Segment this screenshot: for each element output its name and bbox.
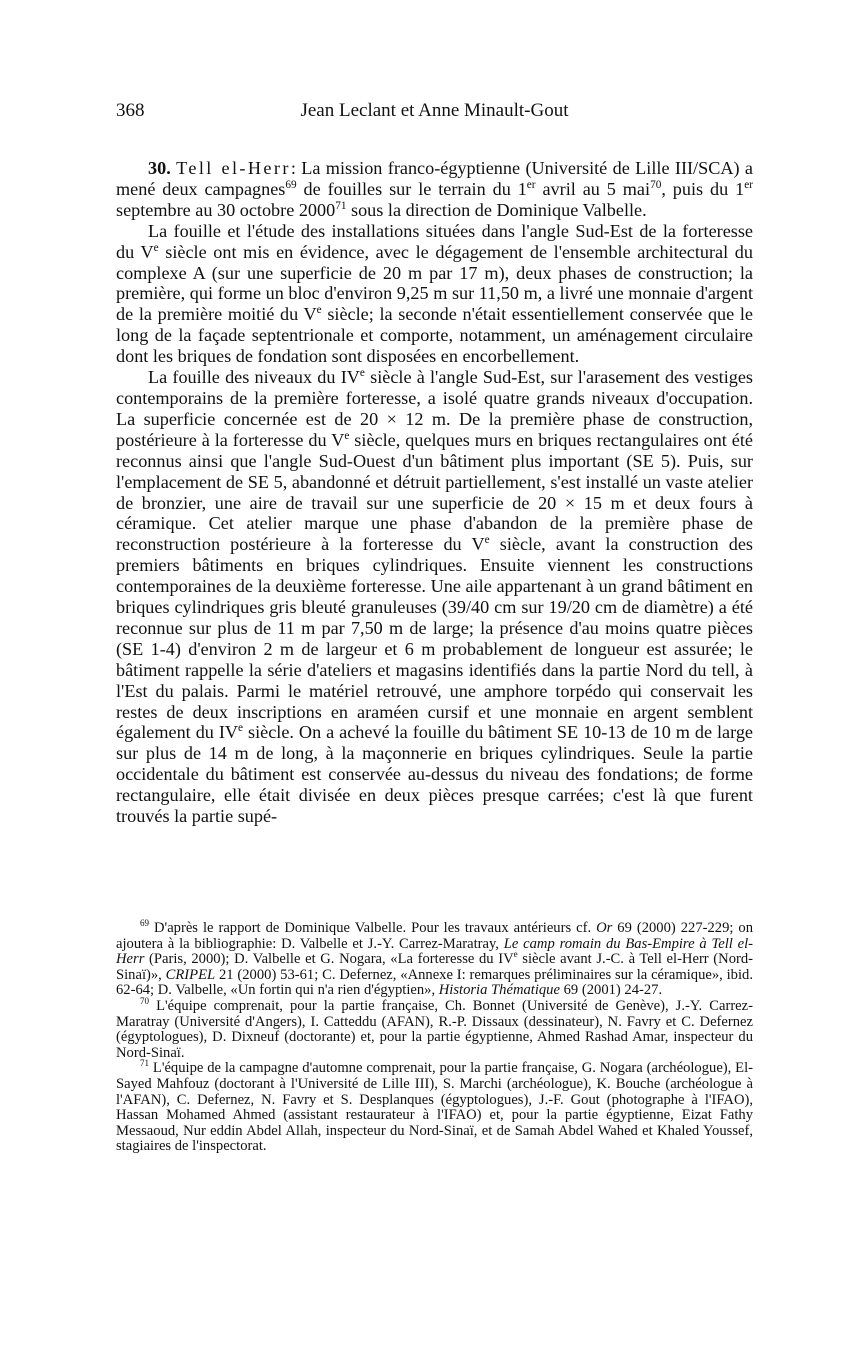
paragraph-2	[116, 221, 753, 367]
superscript: er	[526, 178, 536, 191]
superscript: er	[744, 178, 753, 191]
journal-title: CRIPEL	[165, 966, 216, 983]
text-run: siècle ont mis en évidence, avec le dégagement de l'ensemble architectural du complexe A (sur une superficie de 20 m par 17 m), deux phases de construction; la première, qui forme un bloc d'environ 9,25 m sur 11,50 m, a livré une monnaie d'argent de la première moitié du V	[116, 241, 753, 325]
text-run: 69 (2001) 24-27.	[559, 982, 663, 999]
text-run: 69 (2000) 227-229; on ajoutera à la bibliographie: D. Valbelle et J.-Y. Carrez-Maratray,	[116, 920, 753, 952]
superscript: e	[238, 722, 244, 735]
footnotes	[116, 918, 754, 1155]
section-number: 30.	[148, 158, 171, 178]
text-run: La fouille et l'étude des installations situées dans l'angle Sud-Est de la forteresse du V	[116, 220, 753, 262]
text-run: de fouilles sur le terrain du 1	[296, 178, 527, 199]
main-text	[116, 158, 753, 827]
footnote-number: 69	[140, 918, 150, 929]
text-run: siècle; la seconde n'était essentiellement conservée que le long de la façade septentrionale et comporte, notamment, un aménagement circulaire dont les briques de fondation sont disposées en encorbellement.	[116, 304, 753, 367]
paragraph-3	[116, 367, 753, 827]
footnote-ref-69[interactable]: 69	[285, 178, 297, 191]
text-run: siècle avant J.-C. à Tell el-Herr (Nord-Sinaï)»,	[116, 951, 754, 983]
text-run: L'équipe comprenait, pour la partie française, Ch. Bonnet (Université de Genève), J.-Y. Carrez-Maratray (Université d'Angers), I. Catteddu (AFAN), R.-P. Dissaux (dessinateur), N. Favry et C. Defernez (égyptologues), D. Dixneuf (doctorante) et, pour la partie égyptienne, Ahmed Rashad Amar, inspecteur du Nord-Sinaï.	[116, 997, 753, 1061]
site-name: Tell el-Herr	[176, 158, 291, 178]
text-run: siècle, avant la construction des premiers bâtiments en briques cylindriques. Ensuite viennent les constructions contemporaines de la deuxième forteresse. Une aile appartenant à un grand bâtiment en briques cylindriques gris bleuté granuleuses (39/40 cm sur 19/20 cm de diamètre) a été reconnue sur plus de 11 m par 7,50 m de large; la présence d'au moins quatre pièces (SE 1-4) d'environ 2 m de largeur et 6 m probablement de longueur est assurée; le bâtiment rappelle la série d'ateliers et magasins identifiés dans la partie Nord du tell, à l'Est du palais. Parmi le matériel retrouvé, une amphore torpédo qui conservait les restes de deux inscriptions en araméen cursif et une monnaie en argent semblent également du IV	[116, 534, 753, 743]
text-run: 21 (2000) 53-61; C. Defernez, «Annexe I: remarques préliminaires sur la céramique», ibid. 62-64; D. Valbelle, «Un fortin qui n'a rien d'égyptien»,	[116, 966, 753, 999]
superscript: e	[513, 949, 518, 960]
footnote-number: 71	[140, 1058, 150, 1069]
page-number: 368	[116, 100, 145, 121]
footnote-69	[116, 918, 754, 999]
page-header	[116, 100, 753, 130]
text-run: , puis du 1	[661, 178, 745, 199]
superscript: e	[153, 241, 159, 254]
text-run: siècle. On a achevé la fouille du bâtiment SE 10-13 de 10 m de large sur plus de 14 m de long, à la maçonnerie en briques cylindriques. Seule la partie occidentale du bâtiment est conservée au-dessus du niveau des fondations; de forme rectangulaire, elle était divisée en deux pièces presque carrées; c'est là que furent trouvés la partie supé-	[116, 722, 754, 827]
superscript: e	[316, 304, 322, 317]
running-head: Jean Leclant et Anne Minault-Gout	[300, 100, 569, 121]
footnote-ref-71[interactable]: 71	[335, 199, 347, 212]
superscript: e	[359, 367, 365, 379]
book-title: Le camp romain du Bas-Empire à Tell el-Herr	[116, 935, 753, 968]
text-run: sous la direction de Dominique Valbelle.	[346, 199, 647, 220]
text-run: septembre au 30 octobre 2000	[116, 199, 336, 220]
footnote-ref-70[interactable]: 70	[650, 178, 662, 191]
text-run: La fouille des niveaux du IV	[148, 367, 360, 388]
footnote-71	[116, 1058, 753, 1155]
text-run: D'après le rapport de Dominique Valbelle. Pour les travaux antérieurs cf.	[149, 920, 597, 936]
paragraph-1	[116, 158, 753, 221]
text-run: siècle, quelques murs en briques rectangulaires ont été reconnus ainsi que l'angle Sud-Ouest d'un bâtiment plus important (SE 5). Puis, sur l'emplacement de SE 5, abandonné et détruit partiellement, s'est installé un vaste atelier de bronzier, une aire de travail sur une superficie de 20 × 15 m et deux fours à céramique. Cet atelier marque une phase d'abandon de la première phase de reconstruction postérieure à la forteresse du V	[116, 429, 753, 555]
text-run: avril au 5 mai	[535, 178, 651, 199]
footnote-70	[116, 996, 753, 1061]
text-run: (Paris, 2000); D. Valbelle et G. Nogara, «La forteresse du IV	[144, 951, 514, 968]
footnote-number: 70	[140, 996, 150, 1007]
superscript: e	[484, 534, 490, 547]
text-run: L'équipe de la campagne d'automne comprenait, pour la partie française, G. Nogara (archéologue), El-Sayed Mahfouz (doctorant à l'Université de Lille III), S. Marchi (archéologue), K. Bouche (archéologue à l'AFAN), C. Defernez, N. Favry et S. Desplanques (égyptologues), J.-F. Gout (photographe à l'IFAO), Hassan Mohamed Ahmed (assistant restaurateur à l'IFAO) et, pour la partie égyptienne, Eizat Fathy Messaoud, Nur eddin Abdel Allah, inspecteur du Nord-Sinaï, et de Samah Abdel Wahed et Khaled Youssef, stagiaires de l'inspectorat.	[116, 1060, 753, 1155]
text-run: siècle à l'angle Sud-Est, sur l'arasement des vestiges contemporains de la première forteresse, a isolé quatre grands niveaux d'occupation. La superficie concernée est de 20 × 12 m. De la première phase de construction, postérieure à la forteresse du V	[116, 367, 754, 450]
journal-title: Or	[596, 920, 613, 936]
text-run: : La mission franco-égyptienne (Université de Lille III/SCA) a mené deux campagnes	[116, 158, 753, 199]
journal-title: Historia Thématique	[438, 982, 560, 999]
superscript: e	[344, 429, 350, 442]
